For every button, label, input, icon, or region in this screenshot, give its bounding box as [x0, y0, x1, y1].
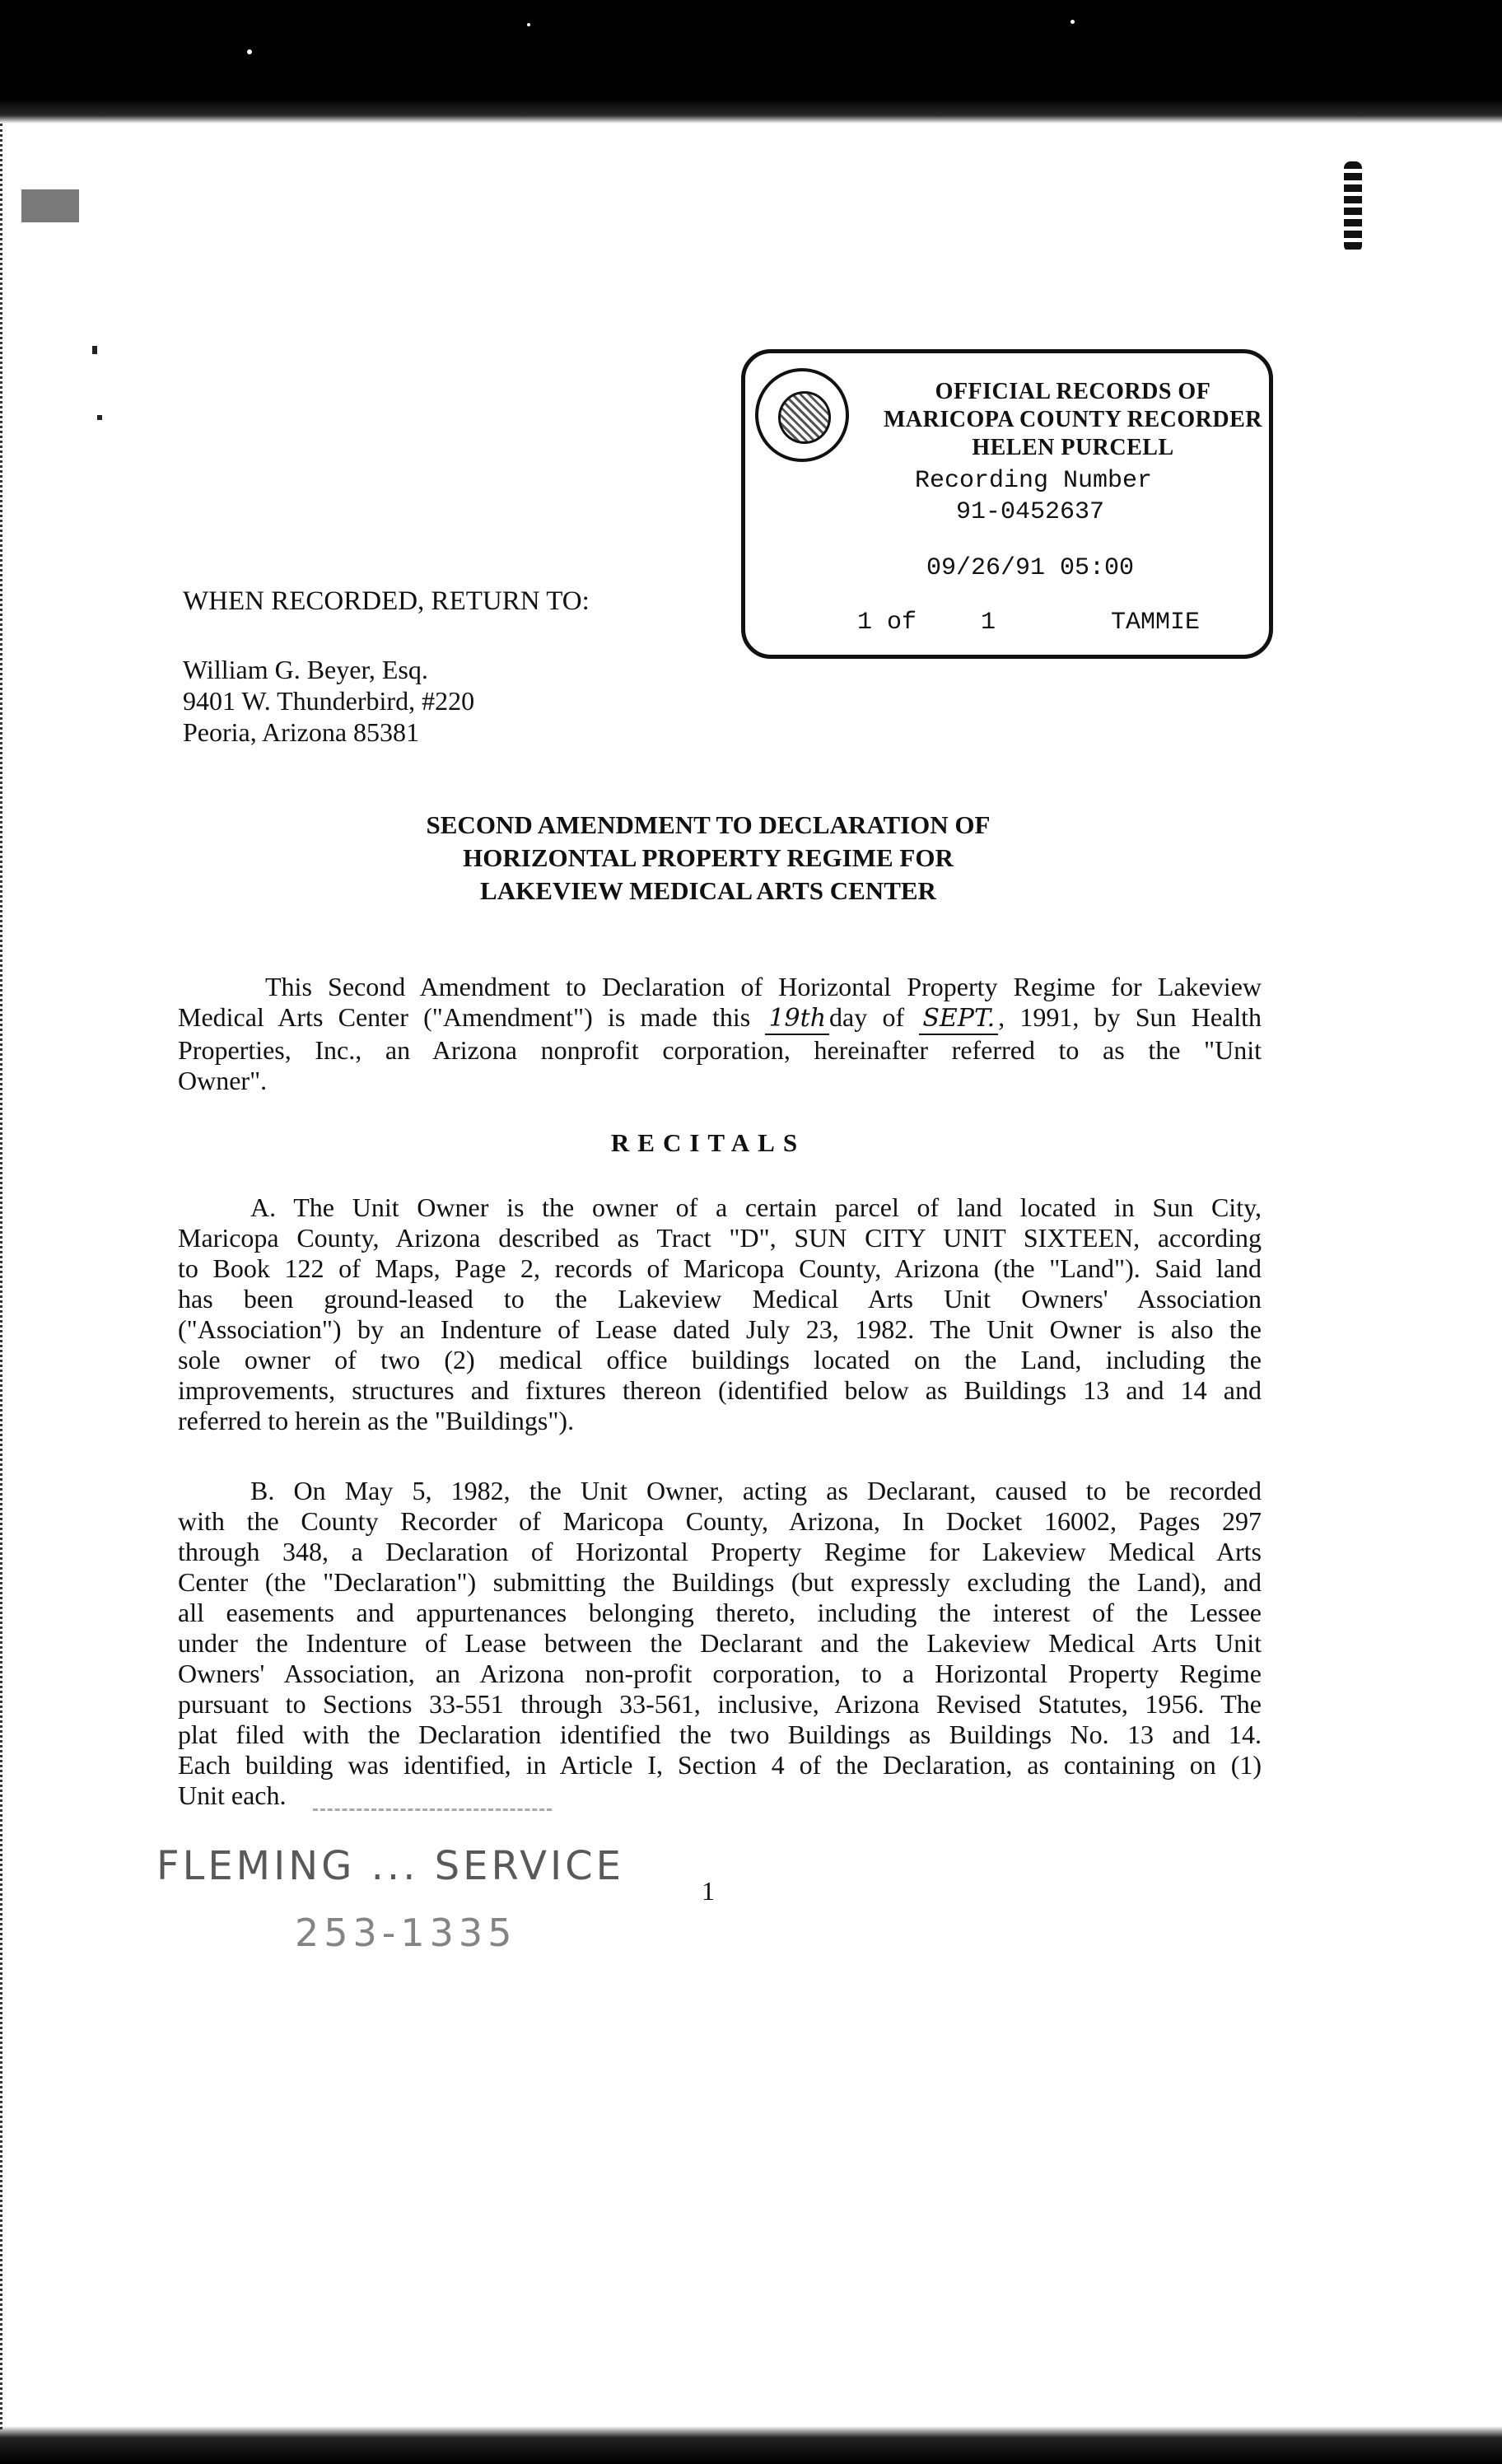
recital-line: has been ground-leased to the Lakeview Medical Arts Unit Owners' Association: [178, 1284, 1262, 1314]
recital-line: sole owner of two (2) medical office buildings located on the Land, including the: [178, 1345, 1262, 1374]
recital-line: Owners' Association, an Arizona non-profit corporation, to a Horizontal Property Regime: [178, 1659, 1262, 1688]
recital-line: plat filed with the Declaration identified the two Buildings as Buildings No. 13 and 14.: [178, 1720, 1262, 1749]
recital-b: [178, 1476, 1262, 1811]
faded-stamp-line: FLEMING ... SERVICE: [156, 1843, 624, 1889]
intro-line: [178, 1002, 1262, 1035]
intro-text: Medical Arts Center ("Amendment") is made this: [178, 1002, 751, 1032]
scan-border-top: [0, 0, 1502, 124]
scan-speck: [92, 346, 97, 354]
county-seal-icon: [755, 368, 849, 462]
recording-datetime: 09/26/91 05:00: [926, 554, 1135, 582]
page-total: 1: [981, 609, 996, 637]
faded-stamp-mark: [313, 1808, 552, 1836]
handwritten-day: 19th: [765, 1003, 829, 1035]
recital-line: Unit each.: [178, 1780, 287, 1810]
recital-line: B. On May 5, 1982, the Unit Owner, acting as Declarant, caused to be recorded: [250, 1476, 1262, 1505]
intro-text: , 1991, by Sun Health: [998, 1002, 1262, 1032]
return-street: 9401 W. Thunderbird, #220: [183, 686, 475, 716]
document-title-line: SECOND AMENDMENT TO DECLARATION OF: [426, 810, 991, 839]
return-to-label: WHEN RECORDED, RETURN TO:: [183, 586, 590, 616]
intro-paragraph: [178, 972, 1262, 1096]
stamp-line: OFFICIAL RECORDS OF: [935, 379, 1211, 404]
scan-speck: [97, 415, 102, 420]
intro-line: This Second Amendment to Declaration of Horizontal Property Regime for Lakeview: [265, 972, 1262, 1001]
recital-line: under the Indenture of Lease between the Declarant and the Lakeview Medical Arts Unit: [178, 1628, 1262, 1658]
page-number: 1: [702, 1876, 715, 1906]
recital-a: [178, 1192, 1262, 1436]
stamp-line: HELEN PURCELL: [972, 435, 1174, 460]
scan-speck: [21, 189, 79, 222]
recital-line: improvements, structures and fixtures thereon (identified below as Buildings 13 and 14 and: [178, 1375, 1262, 1405]
handwritten-month: SEPT.: [919, 1003, 998, 1035]
intro-line: Owner".: [178, 1066, 268, 1095]
scan-mark-right: [1344, 161, 1362, 252]
document-title-line: HORIZONTAL PROPERTY REGIME FOR: [463, 843, 954, 872]
recital-line: with the County Recorder of Maricopa County, Arizona, In Docket 16002, Pages 297: [178, 1506, 1262, 1536]
return-name: William G. Beyer, Esq.: [183, 655, 428, 684]
recital-line: ("Association") by an Indenture of Lease dated July 23, 1982. The Unit Owner is also the: [178, 1314, 1262, 1344]
recital-line: Maricopa County, Arizona described as Tract "D", SUN CITY UNIT SIXTEEN, according: [178, 1223, 1262, 1253]
recording-stamp: [741, 349, 1273, 659]
recital-line: referred to herein as the "Buildings").: [178, 1406, 575, 1435]
clerk-name: TAMMIE: [1111, 609, 1201, 637]
recital-line: pursuant to Sections 33-551 through 33-561, inclusive, Arizona Revised Statutes, 1956. The: [178, 1689, 1262, 1719]
recital-line: through 348, a Declaration of Horizontal Property Regime for Lakeview Medical Arts: [178, 1537, 1262, 1566]
return-city: Peoria, Arizona 85381: [183, 717, 420, 747]
recital-line: all easements and appurtenances belonging thereto, including the interest of the Lessee: [178, 1598, 1262, 1627]
recording-number: 91-0452637: [956, 498, 1105, 526]
recital-line: to Book 122 of Maps, Page 2, records of Maricopa County, Arizona (the "Land"). Said land: [178, 1253, 1262, 1283]
intro-line: Properties, Inc., an Arizona nonprofit corporation, hereinafter referred to as the "Unit: [178, 1035, 1262, 1065]
recording-label: Recording Number: [915, 467, 1153, 495]
document-title-line: LAKEVIEW MEDICAL ARTS CENTER: [480, 876, 936, 905]
stamp-recorder-name: [877, 378, 1269, 462]
recital-line: A. The Unit Owner is the owner of a certain parcel of land located in Sun City,: [250, 1192, 1262, 1222]
scan-border-left: [0, 124, 17, 2429]
recital-line: Each building was identified, in Article I, Section 4 of the Declaration, as containing on (1): [178, 1750, 1262, 1780]
recital-line: Center (the "Declaration") submitting the Buildings (but expressly excluding the Land), and: [178, 1567, 1262, 1597]
page-of-label: 1 of: [857, 609, 917, 637]
stamp-line: MARICOPA COUNTY RECORDER: [884, 407, 1262, 432]
scan-border-bottom: [0, 2426, 1502, 2464]
intro-text: day of: [829, 1002, 905, 1032]
recitals-heading: RECITALS: [610, 1128, 806, 1157]
faded-stamp-number: 253-1335: [295, 1911, 517, 1955]
